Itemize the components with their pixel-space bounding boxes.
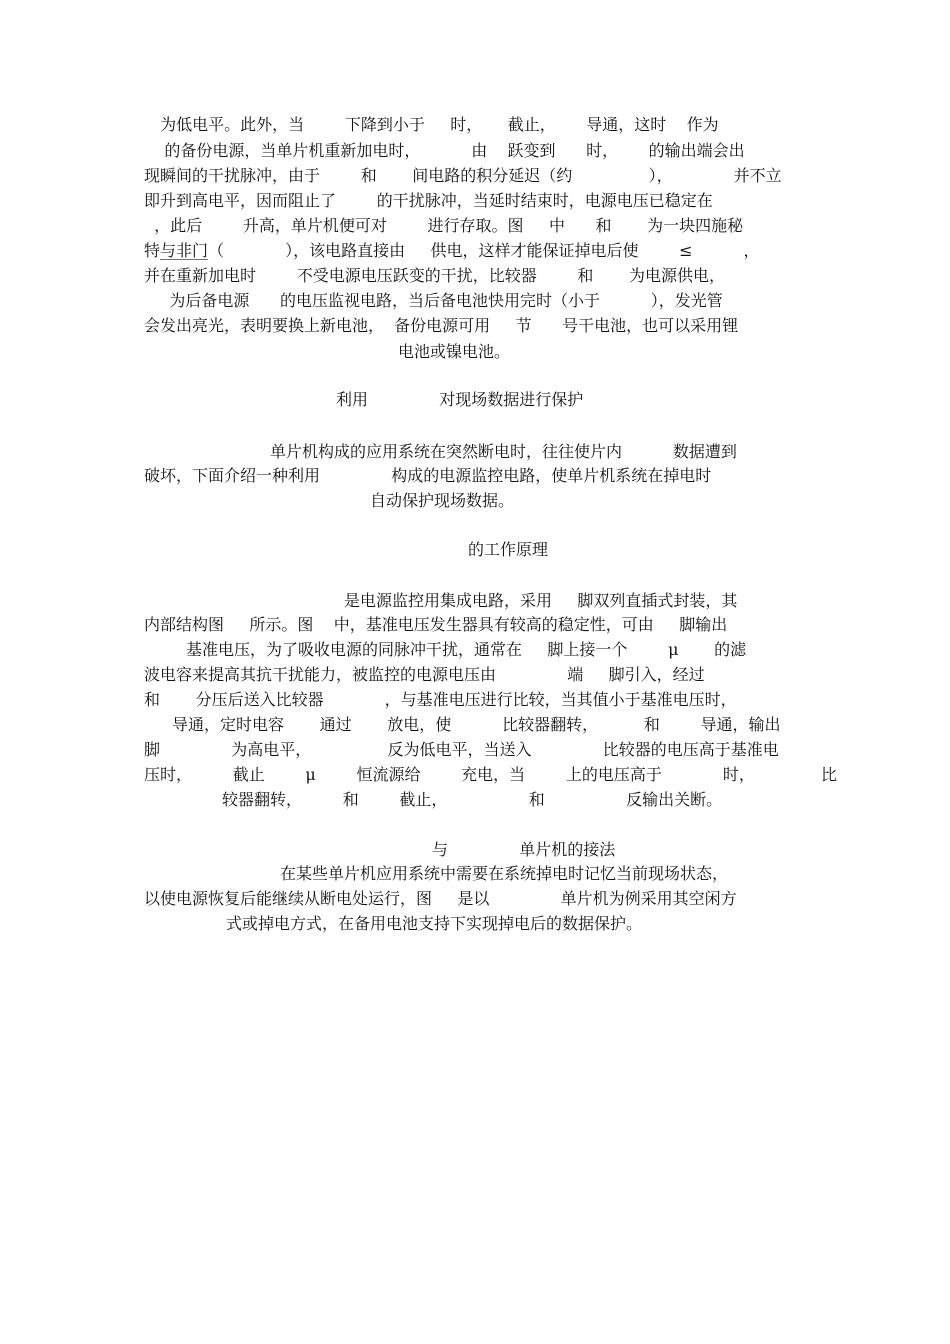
text-line: 较器翻转， 和 截止， 和 反输出关断。 (222, 790, 723, 809)
text-line: 和 分压后送入比较器 ，与基准电压进行比较，当其值小于基准电压时， (144, 690, 737, 709)
text-line: 波电容来提高其抗干扰能力，被监控的电源电压由 端 脚引入，经过 (144, 665, 705, 684)
text-line: 压时， 截止 μ 恒流源给 充电，当 上的电压高于 时， 比 (144, 765, 837, 784)
text-line: 破坏，下面介绍一种利用 构成的电源监控电路，使单片机系统在掉电时 (144, 466, 712, 485)
text-line: 并在重新加电时 不受电源电压跃变的干扰，比较器 和 为电源供电， (144, 266, 725, 285)
text-line: 在某些单片机应用系统中需要在系统掉电时记忆当前现场状态， (280, 864, 729, 883)
text-segment: （ ），该电路直接由 供电，这样才能保证掉电后使 ≤ ， (208, 241, 760, 260)
text-line: 自动保护现场数据。 (370, 491, 515, 510)
text-line: 为低电平。此外，当 下降到小于 时， 截止， 导通，这时 作为 (150, 115, 719, 134)
text-line: 导通，定时电容 通过 放电，使 比较器翻转， 和 导通，输出 (172, 715, 781, 734)
text-line: 基准电压，为了吸收电源的同脉冲干扰，通常在 脚上接一个 μ 的滤 (186, 640, 747, 659)
text-line (144, 241, 759, 261)
text-line: 会发出亮光，表明要换上新电池， 备份电源可用 节 号干电池，也可以采用锂 (144, 316, 739, 335)
text-line: 脚 为高电平， 反为低电平，当送入 比较器的电压高于基准电 (144, 740, 779, 759)
section-heading: 利用 对现场数据进行保护 (336, 390, 584, 409)
text-line: 电池或镍电池。 (398, 342, 511, 361)
text-line: 现瞬间的干扰脉冲，由于 和 间电路的积分延迟（约 ）， 并不立 (144, 166, 782, 185)
section-heading: 与 单片机的接法 (432, 840, 616, 859)
text-line: 单片机构成的应用系统在突然断电时，往往使片内 数据遭到 (270, 442, 737, 461)
text-line: ，此后 升高，单片机便可对 进行存取。图 中 和 为一块四施秘 (144, 216, 744, 235)
text-line: 即升到高电平，因而阻止了 的干扰脉冲，当延时结束时，电源电压已稳定在 (144, 191, 713, 210)
underlined-term: 与非门 (160, 241, 209, 260)
text-line: 是电源监控用集成电路，采用 脚双列直插式封装，其 (344, 591, 738, 610)
section-heading: 的工作原理 (468, 540, 549, 559)
text-line: 内部结构图 所示。图 中，基准电压发生器具有较高的稳定性，可由 脚输出 (144, 615, 728, 634)
text-segment: 特 (144, 241, 161, 260)
text-line: 的备份电源，当单片机重新加电时， 由 跃变到 时， 的输出端会出 (144, 141, 745, 160)
text-line: 式或掉电方式，在备用电池支持下实现掉电后的数据保护。 (226, 914, 643, 933)
text-line: 为后备电源 的电压监视电路，当后备电池快用完时（小于 ），发光管 (144, 291, 723, 310)
text-line: 以使电源恢复后能继续从断电处运行，图 是以 单片机为例采用其空闲方 (144, 889, 737, 908)
